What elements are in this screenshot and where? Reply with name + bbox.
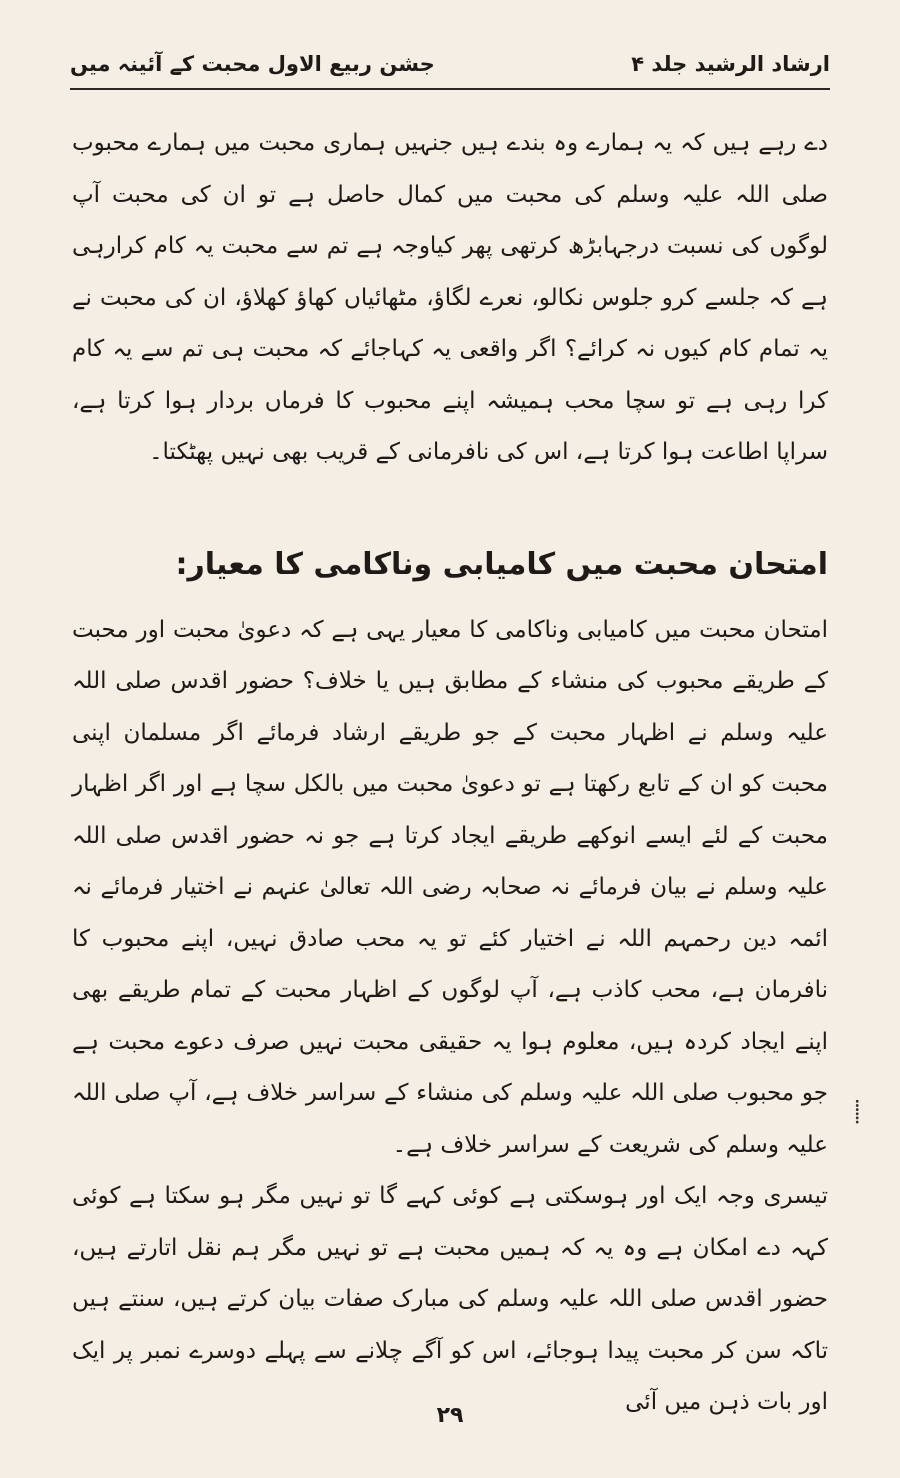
- page-number: ۲۹: [436, 1403, 464, 1428]
- margin-mark-icon: ⸽: [854, 1100, 860, 1125]
- book-title: ارشاد الرشید جلد ۴: [631, 52, 830, 76]
- running-header: [70, 48, 830, 90]
- paragraph-2: امتحان محبت میں کامیابی وناکامی کا معیار یہی ہے کہ دعویٰ محبت اور محبت کے طریقے محبوب کی منشاء کے مطابق ہیں یا خلاف؟ حضور اقدس صلی اللہ علیہ وسلم نے اظہار محبت کے جو طریقے ارشاد فرمائے اگر مسلمان اپنی محبت کو ان کے تابع رکھتا ہے تو دعویٰ محبت میں بالکل سچا ہے اور اگر اظہار محبت کے لئے ایسے انوکھے طریقے ایجاد کرتا ہے جو نہ حضور اقدس صلی اللہ علیہ وسلم نے بیان فرمائے نہ صحابہ رضی اللہ تعالیٰ عنہم نے اختیار فرمائے نہ ائمہ دین رحمہم اللہ نے اختیار کئے تو یہ محب صادق نہیں، اپنے محبوب کا نافرمان ہے، محب کاذب ہے، آپ لوگوں کے اظہار محبت کے تمام طریقے بھی اپنے ایجاد کردہ ہیں، معلوم ہوا یہ حقیقی محبت نہیں صرف دعوے محبت ہے جو محبوب صلی اللہ علیہ وسلم کی منشاء کے سراسر خلاف ہے، آپ صلی اللہ علیہ وسلم کی شریعت کے سراسر خلاف ہے۔: [72, 616, 829, 1158]
- paragraph-3: تیسری وجہ ایک اور ہوسکتی ہے کوئی کہے گا تو نہیں مگر ہو سکتا ہے کوئی کہہ دے امکان ہے وہ یہ کہ ہمیں محبت ہے تو نہیں مگر ہم نقل اتارتے ہیں، حضور اقدس صلی اللہ علیہ وسلم کی مبارک صفات بیان کرتے ہیں، سنتے ہیں تاکہ سن کر محبت پیدا ہوجائے، اس کو آگے چلانے سے پہلے دوسرے نمبر پر ایک اور بات ذہن میں آئی: [72, 1183, 828, 1415]
- section-heading: امتحان محبت میں کامیابی وناکامی کا معیار:: [175, 546, 828, 582]
- chapter-title: جشن ربیع الاول محبت کے آئینہ میں: [70, 52, 435, 76]
- paragraph-1: دے رہے ہیں کہ یہ ہمارے وہ بندے ہیں جنہیں ہماری محبت میں ہمارے محبوب صلی اللہ علیہ وسلم کی محبت میں کمال حاصل ہے تو ان کی محبت آپ لوگوں کی نسبت درجہابڑھ کرتھی پھر کیاوجہ ہے تم سے محبت یہ کام کرارہی ہے کہ جلسے کرو جلوس نکالو، نعرے لگاؤ، مٹھائیاں کھاؤ کھلاؤ، ان کی محبت نے یہ تمام کام کیوں نہ کرائے؟ اگر واقعی یہ کہاجائے کہ محبت ہی تم سے یہ کام کرا رہی ہے تو سچا محب ہمیشہ اپنے محبوب کا فرماں بردار ہوا کرتا ہے، سراپا اطاعت ہوا کرتا ہے، اس کی نافرمانی کے قریب بھی نہیں پھٹکتا۔: [72, 130, 828, 465]
- page-body: [72, 118, 828, 1429]
